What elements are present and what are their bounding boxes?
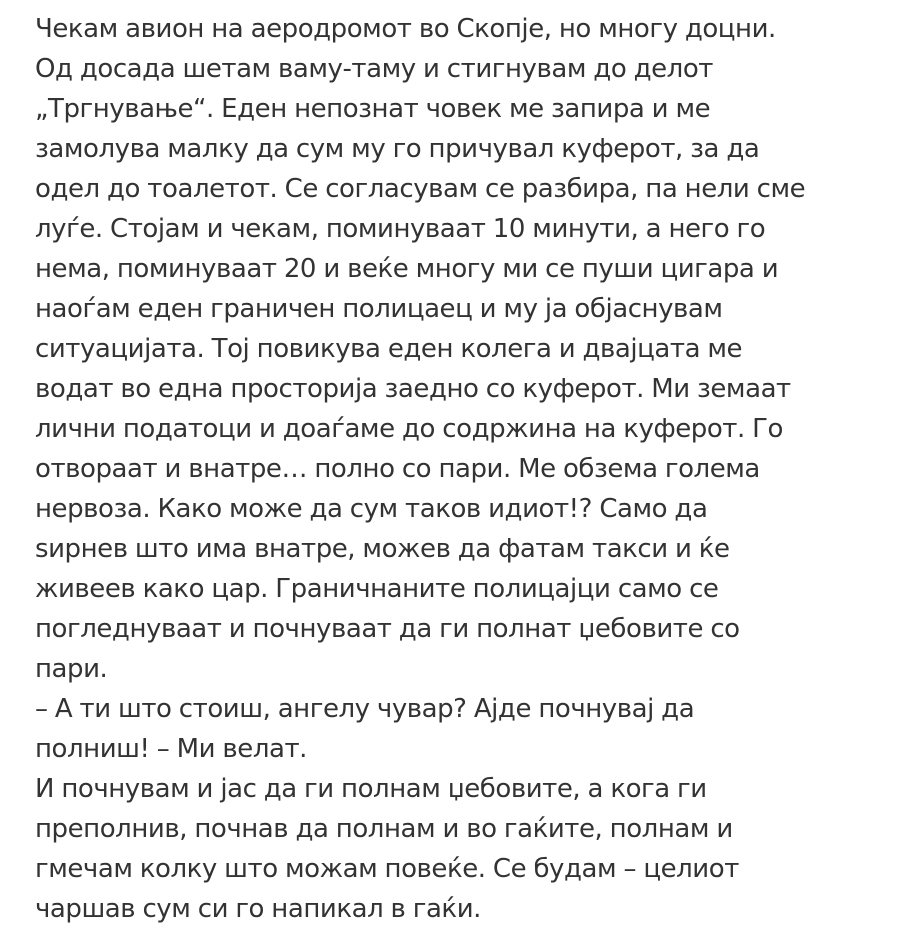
text-line: водат во една просторија заедно со куферот. Ми земаат — [35, 374, 791, 404]
text-line: – А ти што стоиш, ангелу чувар? Ајде почнувај да — [35, 694, 695, 724]
text-line: отвораат и внатре… полно со пари. Ме обзема голема — [35, 454, 760, 484]
text-line: луѓе. Стојам и чекам, поминуваат 10 минути, а него го — [35, 214, 766, 244]
text-line: пари. — [35, 654, 108, 684]
text-line: преполнив, почнав да полнам и во гаќите, полнам и — [35, 814, 733, 844]
text-line: живеев како цар. Граничнаните полицајци само се — [35, 574, 719, 604]
text-line: Чекам авион на аеродромот во Скопје, но многу доцни. — [35, 14, 776, 44]
article-text — [35, 9, 895, 929]
text-line: замолува малку да сум му го причувал куферот, за да — [35, 134, 760, 164]
text-line: полниш! – Ми велат. — [35, 734, 307, 764]
text-line: нема, поминуваат 20 и веќе многу ми се пуши цигара и — [35, 254, 779, 284]
text-line: гмечам колку што можам повеќе. Се будам – целиот — [35, 854, 739, 884]
text-line: ситуацијата. Тој повикува еден колега и двајцата ме — [35, 334, 743, 364]
text-line: Од досада шетам ваму-таму и стигнувам до делот — [35, 54, 713, 84]
text-line: лични податоци и доаѓаме до содржина на куферот. Го — [35, 414, 783, 444]
text-line: И почнувам и јас да ги полнам џебовите, а кога ги — [35, 774, 707, 804]
text-line: чаршав сум си го напикал в гаќи. — [35, 894, 481, 924]
text-line: погледнуваат и почнуваат да ги полнат џебовите со — [35, 614, 740, 644]
text-line: нервоза. Како може да сум таков идиот!? Само да — [35, 494, 708, 524]
text-line: ѕирнев што има внатре, можев да фатам такси и ќе — [35, 534, 730, 564]
text-line: „Тргнување“. Еден непознат човек ме запира и ме — [35, 94, 711, 124]
text-line: наоѓам еден граничен полицаец и му ја објаснувам — [35, 294, 723, 324]
text-line: одел до тоалетот. Се согласувам се разбира, па нели сме — [35, 174, 806, 204]
